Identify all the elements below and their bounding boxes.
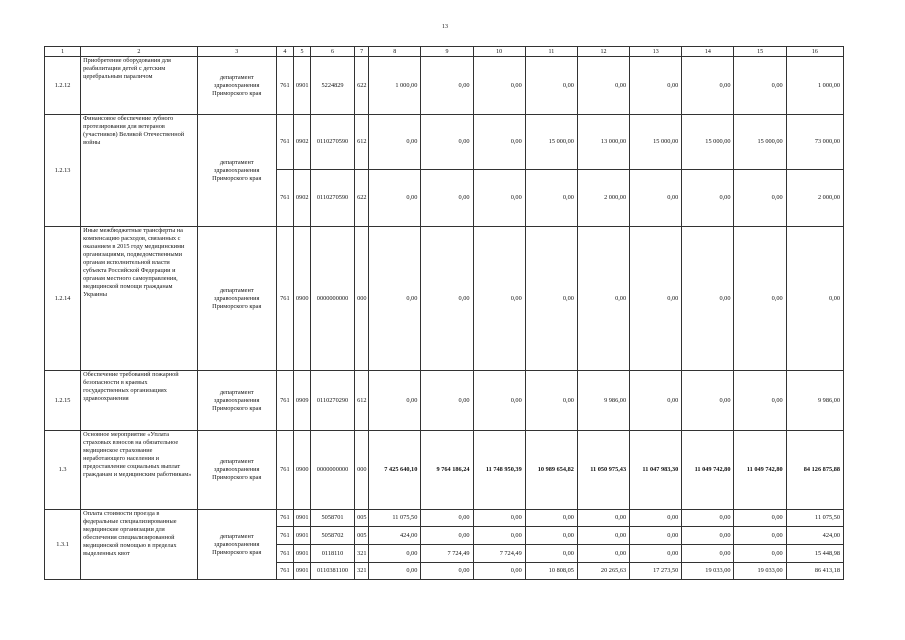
column-number-header: 5 (293, 47, 310, 57)
section-code: 0901 (293, 545, 310, 563)
amount-col-11: 15 000,00 (525, 115, 577, 170)
section-code: 0902 (293, 115, 310, 170)
amount-col-9: 0,00 (421, 563, 473, 580)
column-number-header: 8 (369, 47, 421, 57)
target-article-code: 0000000000 (310, 227, 354, 371)
expense-type-code: 000 (355, 431, 369, 510)
column-number-header: 2 (81, 47, 197, 57)
table-row (45, 431, 844, 510)
target-article-code: 0000000000 (310, 431, 354, 510)
ministry-code: 761 (276, 57, 293, 115)
section-code: 0900 (293, 227, 310, 371)
amount-col-15: 0,00 (734, 170, 786, 227)
row-department: департамент здравоохранения Приморского края (197, 371, 276, 431)
amount-col-12: 0,00 (577, 545, 629, 563)
row-department: департамент здравоохранения Приморского края (197, 57, 276, 115)
row-department: департамент здравоохранения Приморского края (197, 431, 276, 510)
column-number-header-row (45, 47, 844, 57)
table-row (45, 371, 844, 431)
amount-total: 73 000,00 (786, 115, 843, 170)
column-number-header: 14 (682, 47, 734, 57)
amount-total: 86 413,18 (786, 563, 843, 580)
amount-total: 9 986,00 (786, 371, 843, 431)
amount-col-10: 7 724,49 (473, 545, 525, 563)
amount-col-13: 17 273,50 (630, 563, 682, 580)
expense-type-code: 612 (355, 371, 369, 431)
amount-total: 1 000,00 (786, 57, 843, 115)
amount-col-12: 0,00 (577, 227, 629, 371)
amount-col-12: 9 986,00 (577, 371, 629, 431)
column-number-header: 12 (577, 47, 629, 57)
row-department: департамент здравоохранения Приморского края (197, 227, 276, 371)
expense-type-code: 321 (355, 545, 369, 563)
column-number-header: 11 (525, 47, 577, 57)
row-code: 1.2.15 (45, 371, 81, 431)
amount-col-11: 0,00 (525, 371, 577, 431)
section-code: 0901 (293, 527, 310, 545)
row-code: 1.2.14 (45, 227, 81, 371)
column-number-header: 3 (197, 47, 276, 57)
amount-total: 0,00 (786, 227, 843, 371)
amount-col-12: 13 000,00 (577, 115, 629, 170)
amount-col-13: 0,00 (630, 57, 682, 115)
column-number-header: 1 (45, 47, 81, 57)
column-number-header: 7 (355, 47, 369, 57)
amount-col-9: 0,00 (421, 510, 473, 527)
amount-col-13: 11 047 983,30 (630, 431, 682, 510)
section-code: 0901 (293, 510, 310, 527)
amount-col-15: 15 000,00 (734, 115, 786, 170)
amount-col-8: 7 425 640,10 (369, 431, 421, 510)
amount-col-12: 20 265,63 (577, 563, 629, 580)
target-article-code: 5058701 (310, 510, 354, 527)
amount-col-14: 19 033,00 (682, 563, 734, 580)
column-number-header: 10 (473, 47, 525, 57)
row-description: Финансовое обеспечение зубного протезирования для ветеранов (участников) Великой Отечественной войны (81, 115, 197, 227)
amount-col-11: 0,00 (525, 545, 577, 563)
amount-col-14: 0,00 (682, 545, 734, 563)
row-code: 1.2.12 (45, 57, 81, 115)
amount-col-14: 0,00 (682, 170, 734, 227)
amount-col-15: 11 049 742,80 (734, 431, 786, 510)
ministry-code: 761 (276, 227, 293, 371)
ministry-code: 761 (276, 527, 293, 545)
amount-col-11: 0,00 (525, 510, 577, 527)
target-article-code: 5224829 (310, 57, 354, 115)
amount-col-8: 0,00 (369, 227, 421, 371)
section-code: 0909 (293, 371, 310, 431)
table-row (45, 227, 844, 371)
amount-col-15: 0,00 (734, 227, 786, 371)
ministry-code: 761 (276, 545, 293, 563)
amount-col-13: 0,00 (630, 371, 682, 431)
column-number-header: 4 (276, 47, 293, 57)
section-code: 0900 (293, 431, 310, 510)
expense-type-code: 005 (355, 510, 369, 527)
amount-col-10: 11 748 950,39 (473, 431, 525, 510)
amount-col-10: 0,00 (473, 57, 525, 115)
amount-col-11: 10 989 654,82 (525, 431, 577, 510)
row-code: 1.2.13 (45, 115, 81, 227)
amount-col-8: 0,00 (369, 545, 421, 563)
column-number-header: 16 (786, 47, 843, 57)
section-code: 0902 (293, 170, 310, 227)
amount-col-10: 0,00 (473, 527, 525, 545)
table-row (45, 57, 844, 115)
budget-table (44, 46, 844, 580)
amount-col-12: 11 050 975,43 (577, 431, 629, 510)
amount-col-13: 0,00 (630, 170, 682, 227)
amount-col-12: 0,00 (577, 510, 629, 527)
amount-col-13: 0,00 (630, 227, 682, 371)
amount-col-14: 11 049 742,80 (682, 431, 734, 510)
row-description: Оплата стоимости проезда в федеральные специализированные медицинские организации для обеспечения специализированной медицинской помощью в пределах выделенных квот (81, 510, 197, 580)
amount-col-15: 0,00 (734, 371, 786, 431)
ministry-code: 761 (276, 371, 293, 431)
amount-col-10: 0,00 (473, 170, 525, 227)
target-article-code: 0118110 (310, 545, 354, 563)
amount-total: 84 126 875,88 (786, 431, 843, 510)
amount-total: 11 075,50 (786, 510, 843, 527)
ministry-code: 761 (276, 431, 293, 510)
row-department: департамент здравоохранения Приморского края (197, 510, 276, 580)
amount-col-11: 0,00 (525, 170, 577, 227)
amount-col-8: 1 000,00 (369, 57, 421, 115)
amount-col-15: 0,00 (734, 545, 786, 563)
ministry-code: 761 (276, 170, 293, 227)
row-code: 1.3.1 (45, 510, 81, 580)
amount-total: 424,00 (786, 527, 843, 545)
ministry-code: 761 (276, 563, 293, 580)
amount-col-15: 0,00 (734, 510, 786, 527)
row-code: 1.3 (45, 431, 81, 510)
amount-col-10: 0,00 (473, 227, 525, 371)
amount-col-9: 0,00 (421, 115, 473, 170)
amount-col-15: 19 033,00 (734, 563, 786, 580)
amount-col-11: 0,00 (525, 57, 577, 115)
amount-col-14: 0,00 (682, 510, 734, 527)
target-article-code: 5058702 (310, 527, 354, 545)
ministry-code: 761 (276, 510, 293, 527)
column-number-header: 9 (421, 47, 473, 57)
amount-col-14: 15 000,00 (682, 115, 734, 170)
amount-col-9: 7 724,49 (421, 545, 473, 563)
row-description: Приобретение оборудования для реабилитации детей с детским церебральным параличом (81, 57, 197, 115)
target-article-code: 0110270590 (310, 115, 354, 170)
expense-type-code: 622 (355, 57, 369, 115)
target-article-code: 0110270590 (310, 170, 354, 227)
column-number-header: 13 (630, 47, 682, 57)
amount-col-15: 0,00 (734, 57, 786, 115)
amount-col-9: 0,00 (421, 170, 473, 227)
expense-type-code: 005 (355, 527, 369, 545)
amount-col-9: 0,00 (421, 57, 473, 115)
amount-col-12: 0,00 (577, 527, 629, 545)
amount-col-8: 0,00 (369, 115, 421, 170)
amount-col-8: 0,00 (369, 371, 421, 431)
table-row (45, 510, 844, 527)
amount-col-14: 0,00 (682, 227, 734, 371)
amount-col-9: 0,00 (421, 227, 473, 371)
expense-type-code: 612 (355, 115, 369, 170)
amount-total: 2 000,00 (786, 170, 843, 227)
expense-type-code: 321 (355, 563, 369, 580)
row-description: Основное мероприятие «Уплата страховых взносов на обязательное медицинское страхование неработающего населения и предоставление социальных выплат гражданам и медицинским работникам» (81, 431, 197, 510)
amount-col-11: 0,00 (525, 527, 577, 545)
amount-col-15: 0,00 (734, 527, 786, 545)
row-description: Обеспечение требований пожарной безопасности в краевых государственных организациях здравоохранения (81, 371, 197, 431)
amount-col-13: 0,00 (630, 527, 682, 545)
amount-col-10: 0,00 (473, 563, 525, 580)
target-article-code: 0110381100 (310, 563, 354, 580)
amount-col-10: 0,00 (473, 115, 525, 170)
row-department: департамент здравоохранения Приморского края (197, 115, 276, 227)
amount-col-14: 0,00 (682, 371, 734, 431)
amount-col-9: 9 764 186,24 (421, 431, 473, 510)
amount-col-8: 0,00 (369, 563, 421, 580)
ministry-code: 761 (276, 115, 293, 170)
amount-col-14: 0,00 (682, 57, 734, 115)
expense-type-code: 000 (355, 227, 369, 371)
column-number-header: 6 (310, 47, 354, 57)
amount-col-8: 0,00 (369, 170, 421, 227)
amount-col-12: 0,00 (577, 57, 629, 115)
row-description: Иные межбюджетные трансферты на компенсацию расходов, связанных с оказанием в 2015 году медицинскими организациями, подведомственными органам исполнительной власти субъекта Российской Федерации и органам местного самоуправления, медицинской помощи гражданам Украины (81, 227, 197, 371)
amount-col-12: 2 000,00 (577, 170, 629, 227)
amount-col-14: 0,00 (682, 527, 734, 545)
amount-col-11: 10 808,05 (525, 563, 577, 580)
amount-col-13: 0,00 (630, 545, 682, 563)
amount-col-8: 11 075,50 (369, 510, 421, 527)
amount-col-13: 15 000,00 (630, 115, 682, 170)
amount-col-10: 0,00 (473, 371, 525, 431)
amount-col-8: 424,00 (369, 527, 421, 545)
section-code: 0901 (293, 563, 310, 580)
page-number: 13 (442, 24, 448, 30)
column-number-header: 15 (734, 47, 786, 57)
amount-col-13: 0,00 (630, 510, 682, 527)
amount-total: 15 448,98 (786, 545, 843, 563)
amount-col-9: 0,00 (421, 371, 473, 431)
amount-col-11: 0,00 (525, 227, 577, 371)
target-article-code: 0110270290 (310, 371, 354, 431)
table-row (45, 115, 844, 170)
amount-col-9: 0,00 (421, 527, 473, 545)
section-code: 0901 (293, 57, 310, 115)
expense-type-code: 622 (355, 170, 369, 227)
amount-col-10: 0,00 (473, 510, 525, 527)
